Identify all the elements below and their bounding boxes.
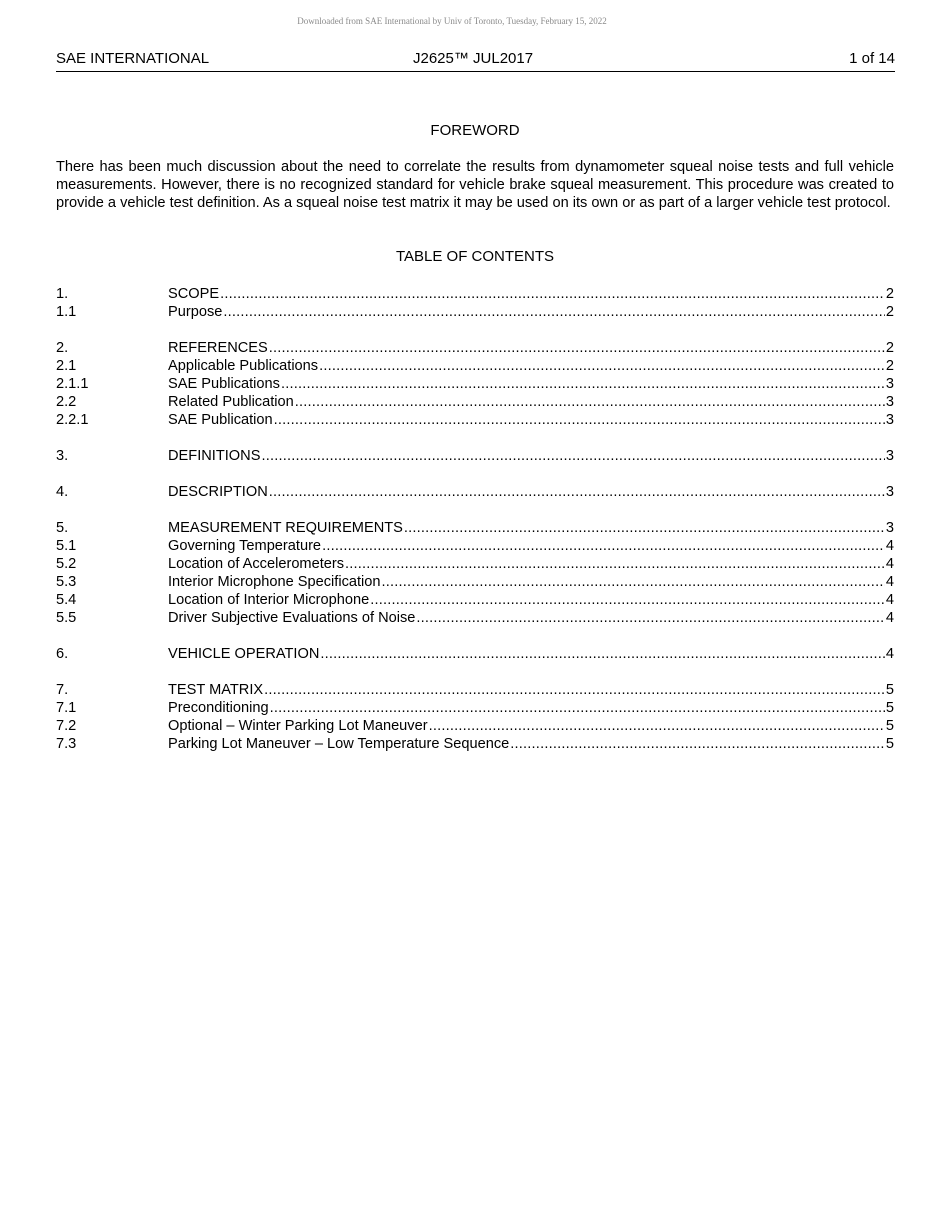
toc-row[interactable] <box>56 537 894 555</box>
toc-leader-dots <box>429 717 885 735</box>
header-page-number: 1 of 14 <box>849 50 895 67</box>
toc-page-number: 4 <box>885 574 894 590</box>
toc-leader-dots <box>319 357 885 375</box>
toc-row[interactable] <box>56 393 894 411</box>
toc-section-title: SAE Publications <box>168 376 280 392</box>
toc-section-number: 2.2.1 <box>56 412 89 428</box>
toc-row[interactable] <box>56 339 894 357</box>
toc-page-number: 3 <box>885 520 894 536</box>
toc-leader-dots <box>510 735 885 753</box>
toc-section-title: Applicable Publications <box>168 358 319 374</box>
toc-leader-dots <box>370 591 885 609</box>
toc-leader-dots <box>295 393 885 411</box>
toc-section-title: Interior Microphone Specification <box>168 574 381 590</box>
toc-row[interactable] <box>56 591 894 609</box>
toc-section-title: SCOPE <box>168 286 220 302</box>
toc-row[interactable] <box>56 699 894 717</box>
table-of-contents <box>56 285 894 753</box>
toc-page-number: 3 <box>885 412 894 428</box>
toc-row[interactable] <box>56 447 894 465</box>
toc-section-title: Parking Lot Maneuver – Low Temperature Sequence <box>168 736 510 752</box>
toc-row[interactable] <box>56 735 894 753</box>
toc-leader-dots <box>322 537 885 555</box>
toc-row[interactable] <box>56 285 894 303</box>
toc-heading: TABLE OF CONTENTS <box>395 248 555 265</box>
toc-row[interactable] <box>56 681 894 699</box>
toc-page-number: 2 <box>885 358 894 374</box>
toc-page-number: 2 <box>885 286 894 302</box>
toc-page-number: 2 <box>885 304 894 320</box>
toc-page-number: 4 <box>885 610 894 626</box>
foreword-heading: FOREWORD <box>430 122 520 139</box>
toc-row[interactable] <box>56 555 894 573</box>
toc-leader-dots <box>404 519 885 537</box>
toc-section-number: 5.1 <box>56 538 77 554</box>
toc-section-number: 2.1 <box>56 358 77 374</box>
toc-section-title: MEASUREMENT REQUIREMENTS <box>168 520 403 536</box>
toc-page-number: 5 <box>885 718 894 734</box>
toc-section-number: 1. <box>56 286 69 302</box>
toc-section-number: 5.2 <box>56 556 77 572</box>
toc-row[interactable] <box>56 645 894 663</box>
toc-row[interactable] <box>56 375 894 393</box>
toc-section-number: 5.4 <box>56 592 77 608</box>
toc-section-title: Optional – Winter Parking Lot Maneuver <box>168 718 428 734</box>
toc-page-number: 3 <box>885 484 894 500</box>
toc-section-title: Related Publication <box>168 394 294 410</box>
toc-page-number: 2 <box>885 340 894 356</box>
toc-row[interactable] <box>56 303 894 321</box>
page-header <box>56 49 895 72</box>
toc-row[interactable] <box>56 411 894 429</box>
toc-section-number: 2. <box>56 340 69 356</box>
toc-leader-dots <box>269 483 885 501</box>
toc-section-title: DESCRIPTION <box>168 484 268 500</box>
toc-row[interactable] <box>56 357 894 375</box>
toc-page-number: 5 <box>885 736 894 752</box>
toc-leader-dots <box>261 447 884 465</box>
toc-leader-dots <box>264 681 885 699</box>
toc-section-number: 7.2 <box>56 718 77 734</box>
toc-section-number: 7.3 <box>56 736 77 752</box>
toc-leader-dots <box>220 285 885 303</box>
toc-page-number: 4 <box>885 592 894 608</box>
toc-section-title: Preconditioning <box>168 700 269 716</box>
toc-section-number: 6. <box>56 646 69 662</box>
toc-section-number: 7.1 <box>56 700 77 716</box>
toc-leader-dots <box>274 411 885 429</box>
header-organization: SAE INTERNATIONAL <box>56 50 210 67</box>
toc-section-title: REFERENCES <box>168 340 268 356</box>
toc-section-title: SAE Publication <box>168 412 273 428</box>
header-document-id: J2625™ JUL2017 <box>413 50 534 67</box>
download-watermark: Downloaded from SAE International by Univ of Toronto, Tuesday, February 15, 2022 <box>297 16 607 26</box>
toc-section-number: 2.2 <box>56 394 77 410</box>
toc-section-title: DEFINITIONS <box>168 448 261 464</box>
toc-section-number: 4. <box>56 484 69 500</box>
toc-section-number: 7. <box>56 682 69 698</box>
toc-section-title: Driver Subjective Evaluations of Noise <box>168 610 416 626</box>
toc-leader-dots <box>269 339 885 357</box>
toc-section-number: 2.1.1 <box>56 376 89 392</box>
toc-page-number: 5 <box>885 682 894 698</box>
toc-section-title: Purpose <box>168 304 223 320</box>
toc-section-title: VEHICLE OPERATION <box>168 646 320 662</box>
toc-leader-dots <box>270 699 885 717</box>
toc-leader-dots <box>281 375 885 393</box>
toc-leader-dots <box>320 645 885 663</box>
toc-row[interactable] <box>56 609 894 627</box>
toc-section-number: 5.3 <box>56 574 77 590</box>
toc-row[interactable] <box>56 519 894 537</box>
toc-leader-dots <box>382 573 885 591</box>
toc-page-number: 4 <box>885 538 894 554</box>
toc-section-number: 5.5 <box>56 610 77 626</box>
toc-section-number: 1.1 <box>56 304 77 320</box>
toc-leader-dots <box>416 609 884 627</box>
toc-row[interactable] <box>56 717 894 735</box>
toc-row[interactable] <box>56 483 894 501</box>
toc-section-number: 3. <box>56 448 69 464</box>
toc-section-number: 5. <box>56 520 69 536</box>
foreword-paragraph: There has been much discussion about the need to correlate the results from dynamometer squeal noise tests and full vehicle measurements. However, there is no recognized standard for vehicle brake squeal measurement. This procedure was created to provide a vehicle test definition. As a squeal noise test matrix it may be used on its own or as part of a larger vehicle test protocol. <box>56 159 894 211</box>
toc-page-number: 3 <box>885 448 894 464</box>
toc-leader-dots <box>345 555 885 573</box>
toc-page-number: 3 <box>885 376 894 392</box>
toc-page-number: 4 <box>885 556 894 572</box>
toc-row[interactable] <box>56 573 894 591</box>
toc-page-number: 3 <box>885 394 894 410</box>
toc-section-title: Location of Accelerometers <box>168 556 345 572</box>
toc-leader-dots <box>223 303 885 321</box>
toc-page-number: 4 <box>885 646 894 662</box>
toc-section-title: Location of Interior Microphone <box>168 592 370 608</box>
toc-section-title: TEST MATRIX <box>168 682 264 698</box>
toc-page-number: 5 <box>885 700 894 716</box>
toc-section-title: Governing Temperature <box>168 538 322 554</box>
